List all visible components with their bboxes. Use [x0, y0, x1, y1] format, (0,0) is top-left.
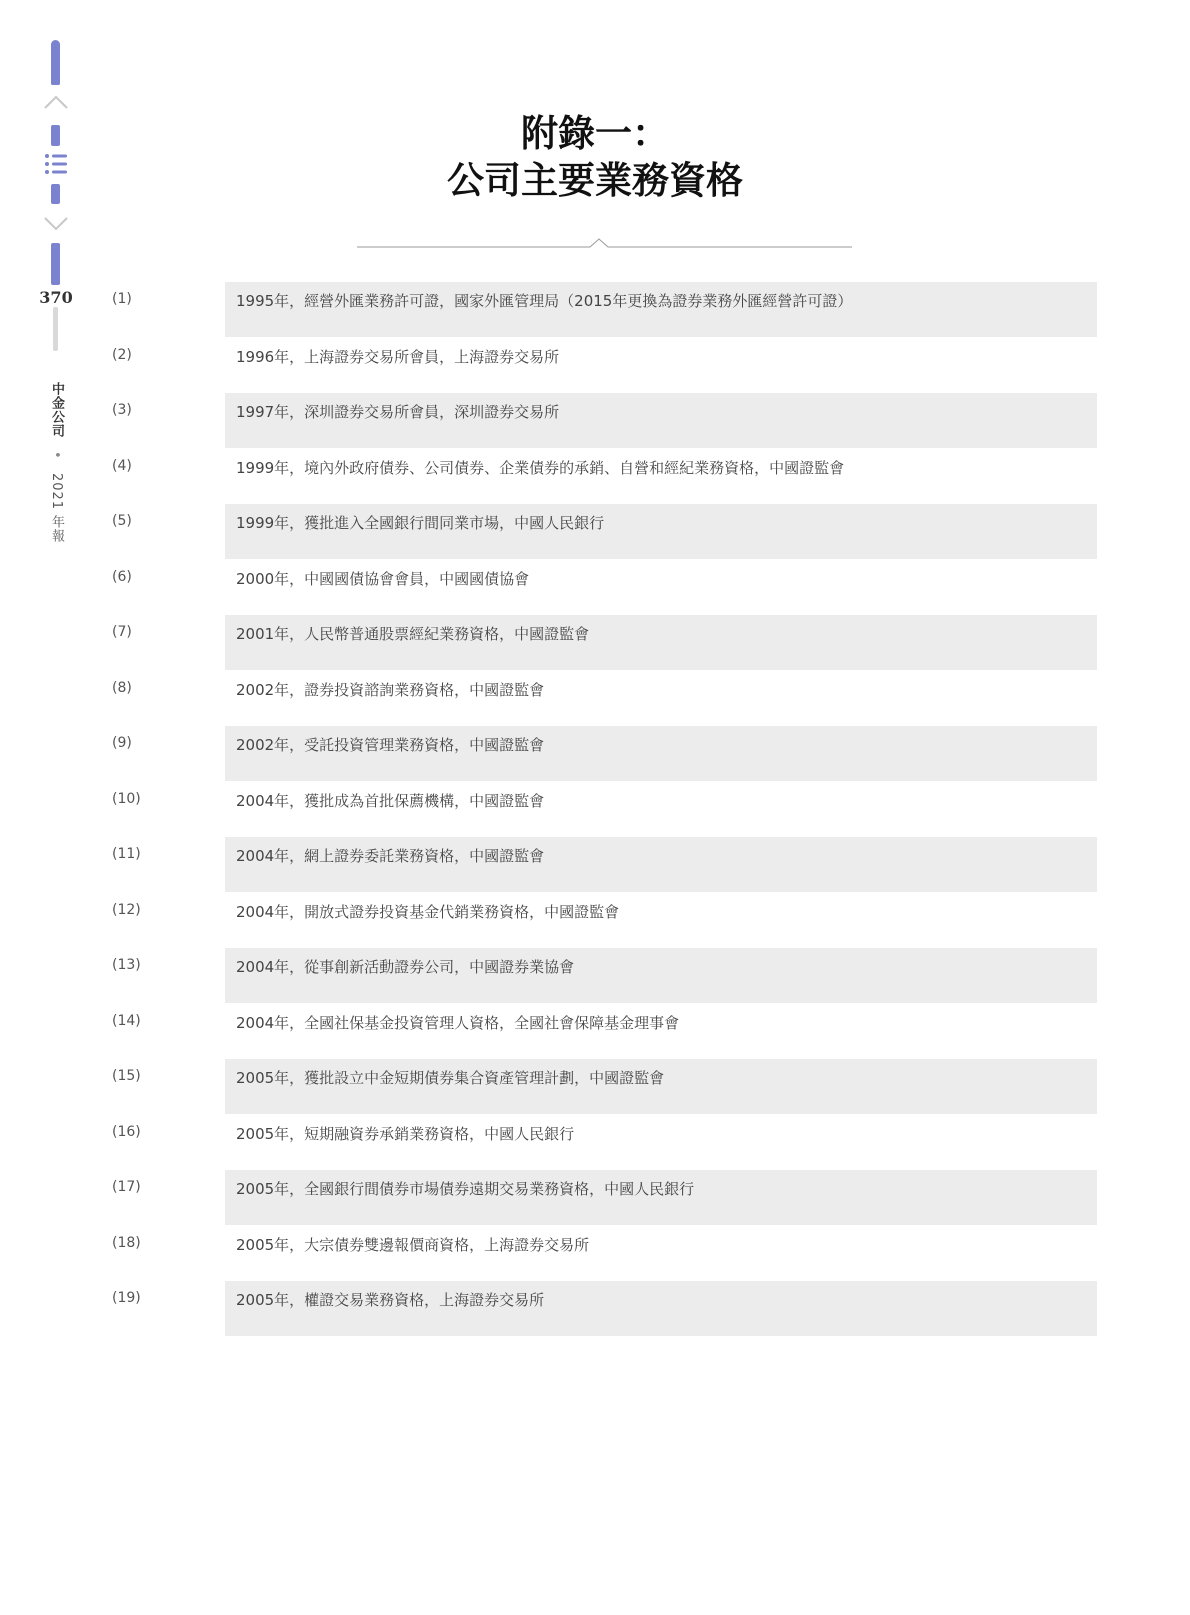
row-text: 2005年，獲批設立中金短期債券集合資產管理計劃，中國證監會 [236, 1069, 665, 1087]
row-number: (12) [112, 901, 141, 918]
table-row [0, 671, 1190, 727]
row-number: (17) [112, 1179, 141, 1195]
page-number: 370 [39, 288, 73, 307]
row-text: 2005年，大宗債券雙邊報價商資格，上海證券交易所 [236, 1235, 590, 1254]
table-row [0, 1281, 1190, 1337]
table-row [0, 504, 1190, 560]
row-number: (3) [112, 402, 132, 418]
page-title-line2: 公司主要業務資格 [447, 158, 743, 202]
row-text: 2004年，開放式證券投資基金代銷業務資格，中國證監會 [236, 902, 620, 921]
row-number: (1) [112, 291, 132, 307]
row-text: 2004年，網上證券委託業務資格，中國證監會 [236, 847, 545, 865]
row-text: 1999年，境內外政府債券、公司債券、企業債券的承銷、自營和經紀業務資格，中國證監會 [236, 458, 845, 477]
row-number: (14) [112, 1012, 141, 1029]
nav-accent-bar [51, 40, 60, 85]
row-number: (18) [112, 1234, 141, 1251]
row-text: 2005年，權證交易業務資格，上海證券交易所 [236, 1291, 545, 1309]
row-text: 2000年，中國國債協會會員，中國國債協會 [236, 569, 530, 588]
row-text: 2005年，全國銀行間債券市場債券遠期交易業務資格，中國人民銀行 [236, 1180, 695, 1198]
row-text: 1999年，獲批進入全國銀行間同業市場，中國人民銀行 [236, 514, 605, 532]
row-number: (11) [112, 846, 141, 862]
row-text: 2002年，證券投資諮詢業務資格，中國證監會 [236, 680, 545, 699]
table-row [0, 948, 1190, 1004]
row-text: 2002年，受託投資管理業務資格，中國證監會 [236, 736, 545, 754]
separator-dot: • [49, 451, 64, 460]
company-name: 中金公司 [49, 382, 64, 438]
table-row [0, 1226, 1190, 1282]
chevron-down-icon[interactable] [43, 216, 69, 232]
row-text: 1996年，上海證券交易所會員，上海證券交易所 [236, 347, 560, 366]
report-name: 2021 年報 [49, 472, 64, 544]
table-row [0, 560, 1190, 616]
table-row [0, 1059, 1190, 1115]
qualifications-table [0, 282, 1190, 1337]
row-text: 2005年，短期融資券承銷業務資格，中國人民銀行 [236, 1124, 575, 1143]
chevron-up-icon[interactable] [43, 94, 69, 110]
table-row [0, 393, 1190, 449]
row-number: (5) [112, 513, 132, 529]
row-number: (6) [112, 568, 132, 585]
row-text: 1997年，深圳證券交易所會員，深圳證券交易所 [236, 403, 560, 421]
table-row [0, 837, 1190, 893]
row-text: 2004年，全國社保基金投資管理人資格，全國社會保障基金理事會 [236, 1013, 680, 1032]
table-row [0, 893, 1190, 949]
row-number: (13) [112, 957, 141, 973]
page-title-line1: 附錄一： [521, 111, 669, 155]
row-text: 2004年，獲批成為首批保薦機構，中國證監會 [236, 791, 545, 810]
table-row [0, 338, 1190, 394]
row-number: (16) [112, 1123, 141, 1140]
table-row [0, 1170, 1190, 1226]
row-number: (9) [112, 735, 132, 751]
row-number: (2) [112, 346, 132, 363]
row-text: 1995年，經營外匯業務許可證，國家外匯管理局（2015年更換為證券業務外匯經營許可證） [236, 292, 853, 310]
nav-accent-bar [51, 243, 60, 285]
table-row [0, 782, 1190, 838]
row-number: (8) [112, 679, 132, 696]
table-row [0, 449, 1190, 505]
table-row [0, 282, 1190, 338]
table-row [0, 615, 1190, 671]
row-number: (15) [112, 1068, 141, 1084]
row-text: 2001年，人民幣普通股票經紀業務資格，中國證監會 [236, 625, 590, 643]
table-row [0, 1115, 1190, 1171]
table-row [0, 1004, 1190, 1060]
row-number: (4) [112, 457, 132, 474]
row-number: (7) [112, 624, 132, 640]
row-number: (10) [112, 790, 141, 807]
row-number: (19) [112, 1290, 141, 1306]
table-row [0, 726, 1190, 782]
row-text: 2004年，從事創新活動證券公司，中國證券業協會 [236, 958, 575, 976]
title-divider [357, 237, 852, 251]
